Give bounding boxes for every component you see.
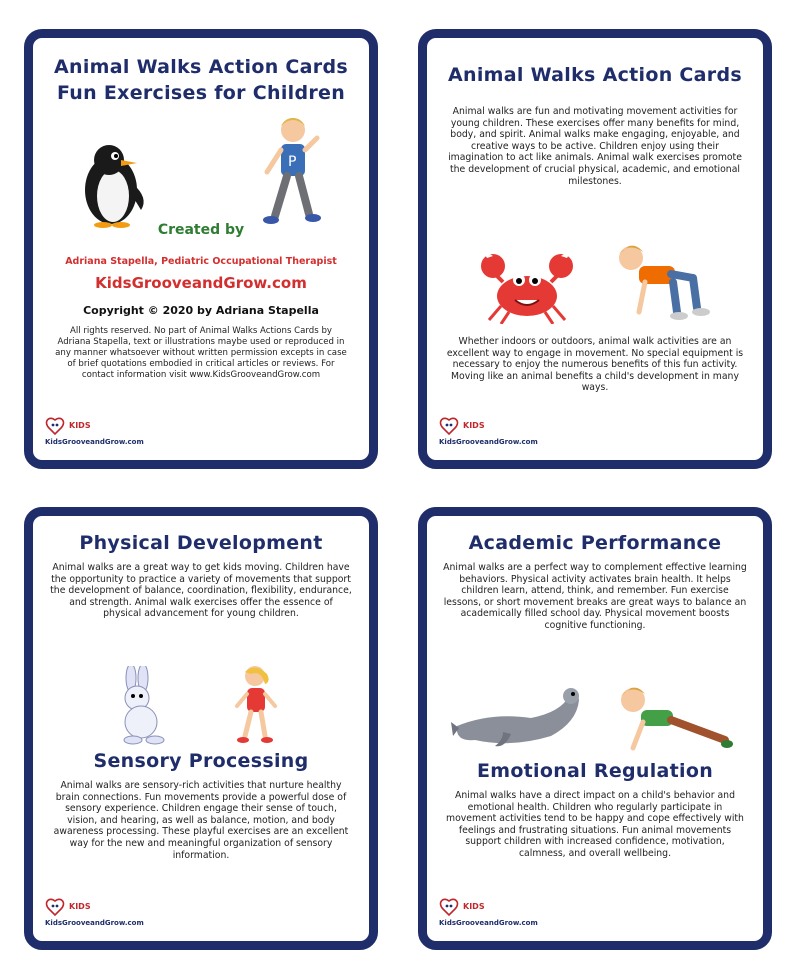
seal-illustration	[451, 682, 583, 750]
academic-emotional-card	[418, 507, 772, 950]
author-line: Adriana Stapella, Pediatric Occupational Therapist	[65, 256, 337, 267]
footer-url[interactable]: KidsGrooveandGrow.com	[439, 438, 538, 446]
intro-paragraph-1: Animal walks are fun and motivating movement activities for young children. These exercises offer many benefits for mind, body, and spirit. Animal walks make engaging, enjoyable, and creative ways to be active. Children enjoy using their imagination to act like animals. Animal walk exercises promote the development of crucial physical, academic, and emotional milestones.	[448, 106, 742, 187]
logo-label: KIDS	[69, 902, 91, 911]
svg-text:P: P	[288, 154, 297, 170]
card-footer	[439, 897, 579, 933]
cover-card	[24, 29, 378, 469]
copyright-line: Copyright © 2020 by Adriana Stapella	[83, 304, 319, 317]
cover-title-line2: Fun Exercises for Children	[56, 82, 346, 104]
penguin-illustration	[73, 138, 153, 230]
physical-development-title: Physical Development	[79, 532, 323, 554]
academic-performance-text: Animal walks are a perfect way to complement effective learning behaviors. Physical activity activates brain health. It helps children learn, attend, think, and remember. Fun exercise lessons, or short movement breaks are great ways to balance an academically filled school day. Physical movement boosts cognitive functioning.	[443, 562, 747, 631]
site-link[interactable]: KidsGrooveandGrow.com	[95, 274, 307, 292]
logo-label: KIDS	[463, 421, 485, 430]
academic-performance-title: Academic Performance	[468, 532, 722, 554]
intro-card	[418, 29, 772, 469]
sensory-processing-title: Sensory Processing	[93, 750, 309, 772]
emotional-regulation-title: Emotional Regulation	[476, 760, 714, 782]
rights-notice: All rights reserved. No part of Animal Walks Actions Cards by Adriana Stapella, text or illustrations maybe used or reproduced in any manner whatsoever without written permission excepts in case of brief quotations embodied in critical articles or reviews. For contact information visit www.KidsGrooveandGrow.com	[55, 326, 347, 380]
card-footer	[45, 897, 185, 933]
physical-sensory-card	[24, 507, 378, 950]
emotional-regulation-text: Animal walks have a direct impact on a child's behavior and emotional health. Children who regularly participate in movement activities tend to be happy and cope effectively with feelings and frustrating situations. Fun animal movements support children with increased confidence, motivation, calmness, and overall wellbeing.	[446, 790, 744, 859]
intro-title: Animal Walks Action Cards	[448, 64, 742, 86]
kids-logo-icon	[439, 897, 499, 917]
girl-jumping-illustration	[231, 662, 281, 748]
kids-logo-icon	[439, 416, 499, 436]
sensory-processing-text: Animal walks are sensory-rich activities that nurture healthy brain connections. Fun movements provide a powerful dose of sensory experience. Children engage their sense of touch, vision, and hearing, as well as balance, motion, and body awareness processing. These playful exercises are an excellent way for the new and meaningful organization of sensory information.	[53, 780, 349, 861]
plank-boy-illustration	[613, 678, 733, 754]
created-by-label: Created by	[157, 222, 245, 238]
logo-label: KIDS	[69, 421, 91, 430]
bunny-illustration	[107, 666, 177, 746]
intro-paragraph-2: Whether indoors or outdoors, animal walk activities are an excellent way to engage in movement. No special equipment is necessary to enjoy the numerous benefits of this fun activity. Moving like an animal benefits a child's development in many ways.	[446, 336, 744, 394]
crab-illustration	[479, 244, 575, 324]
card-footer	[439, 416, 579, 452]
footer-url[interactable]: KidsGrooveandGrow.com	[45, 919, 144, 927]
cover-title-line1: Animal Walks Action Cards	[54, 56, 348, 78]
kids-logo-icon	[45, 416, 105, 436]
logo-label: KIDS	[463, 902, 485, 911]
footer-url[interactable]: KidsGrooveandGrow.com	[439, 919, 538, 927]
crab-walk-boy-illustration	[609, 238, 721, 322]
footer-url[interactable]: KidsGrooveandGrow.com	[45, 438, 144, 446]
physical-development-text: Animal walks are a great way to get kids moving. Children have the opportunity to practice a variety of movements that support the development of balance, coordination, flexibility, endurance, and strength. Animal walk exercises offer the essence of physical advancement for young children.	[50, 562, 352, 620]
kids-logo-icon	[45, 897, 105, 917]
boy-illustration	[257, 114, 329, 232]
card-footer	[45, 416, 185, 452]
